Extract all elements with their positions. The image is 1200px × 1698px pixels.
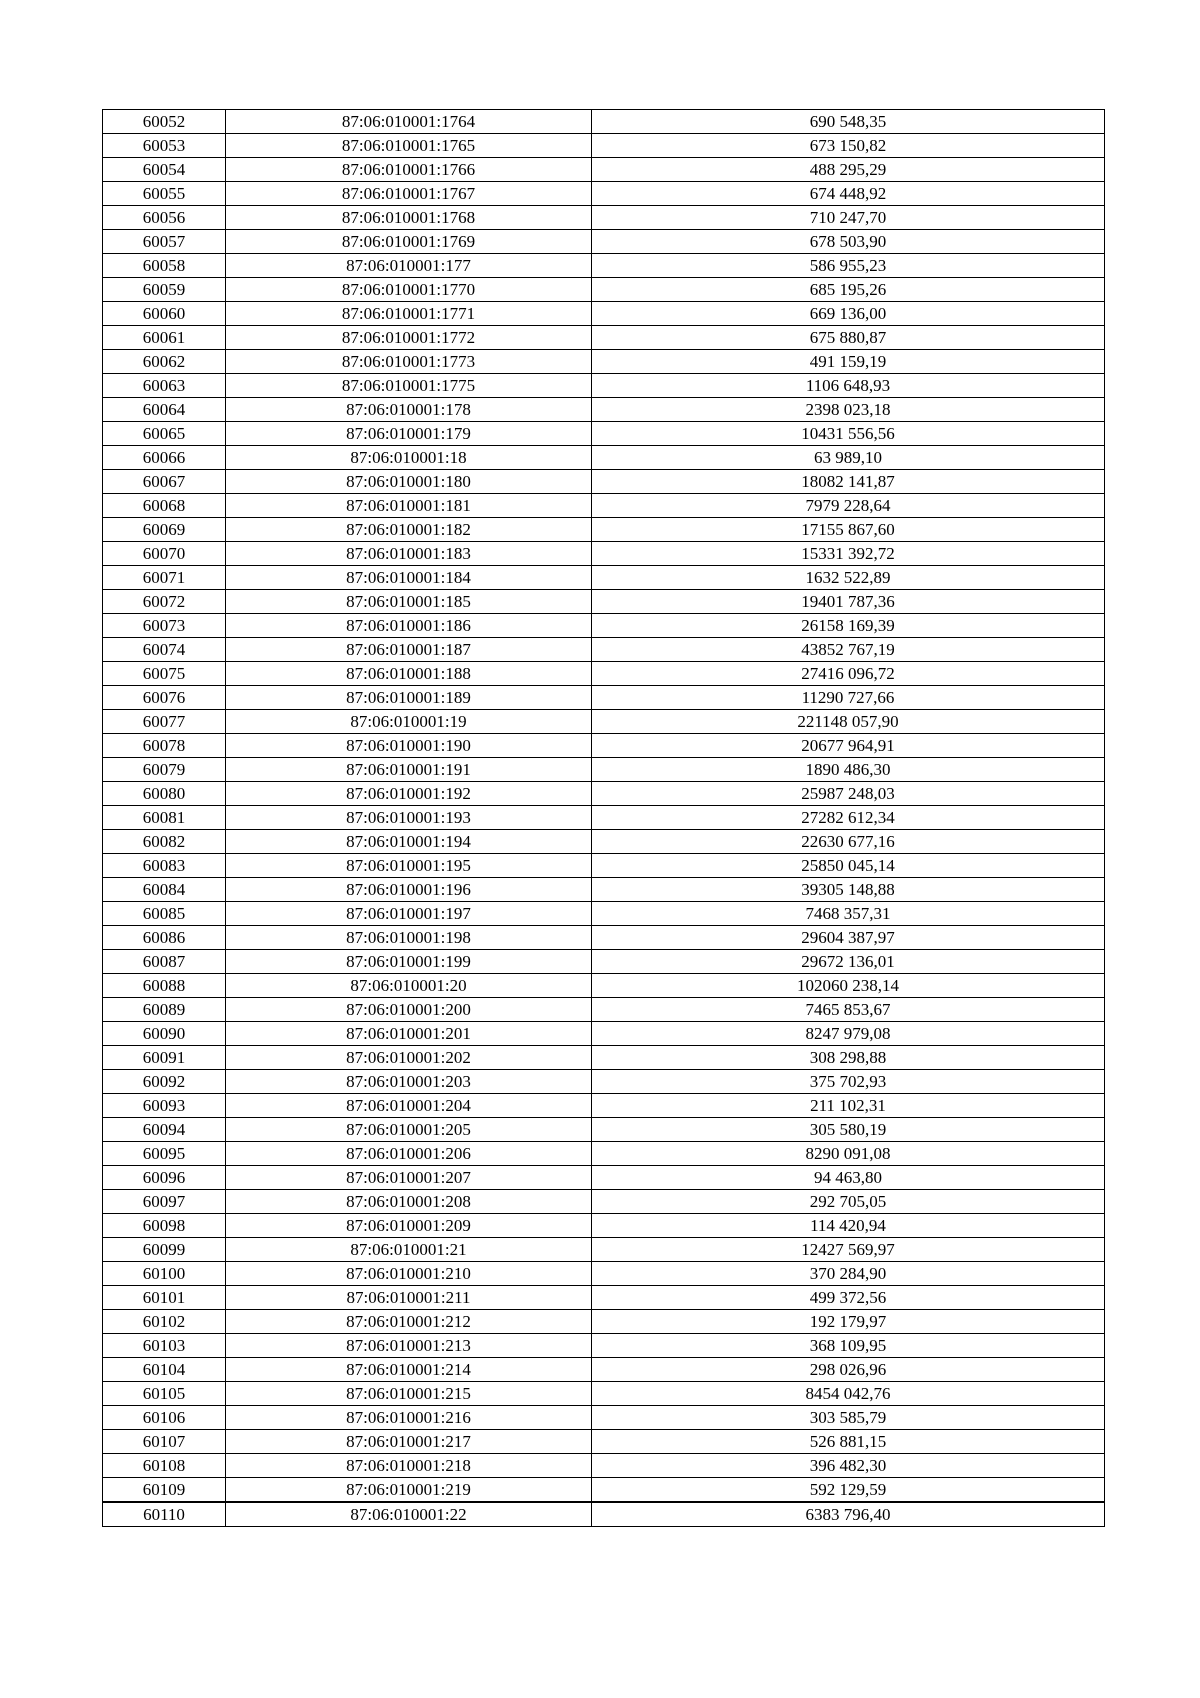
cadastral-value-cell: 94 463,80 xyxy=(592,1166,1105,1190)
cadastral-value-cell: 368 109,95 xyxy=(592,1334,1105,1358)
row-number-cell: 60093 xyxy=(103,1094,226,1118)
cadastral-value-cell: 678 503,90 xyxy=(592,230,1105,254)
table-row xyxy=(103,158,1105,182)
table-row xyxy=(103,998,1105,1022)
table-row xyxy=(103,758,1105,782)
cadastral-number-cell: 87:06:010001:207 xyxy=(226,1166,592,1190)
row-number-cell: 60087 xyxy=(103,950,226,974)
cadastral-value-cell: 303 585,79 xyxy=(592,1406,1105,1430)
row-number-cell: 60074 xyxy=(103,638,226,662)
cadastral-value-cell: 675 880,87 xyxy=(592,326,1105,350)
cadastral-value-cell: 20677 964,91 xyxy=(592,734,1105,758)
cadastral-number-cell: 87:06:010001:177 xyxy=(226,254,592,278)
cadastral-value-cell: 298 026,96 xyxy=(592,1358,1105,1382)
cadastral-value-cell: 221148 057,90 xyxy=(592,710,1105,734)
table-row xyxy=(103,470,1105,494)
cadastral-number-cell: 87:06:010001:22 xyxy=(226,1502,592,1527)
cadastral-number-cell: 87:06:010001:1766 xyxy=(226,158,592,182)
row-number-cell: 60053 xyxy=(103,134,226,158)
table-row xyxy=(103,254,1105,278)
table-row xyxy=(103,878,1105,902)
cadastral-number-cell: 87:06:010001:1770 xyxy=(226,278,592,302)
cadastral-value-cell: 27282 612,34 xyxy=(592,806,1105,830)
cadastral-number-cell: 87:06:010001:213 xyxy=(226,1334,592,1358)
row-number-cell: 60091 xyxy=(103,1046,226,1070)
cadastral-value-cell: 370 284,90 xyxy=(592,1262,1105,1286)
cadastral-value-cell: 1632 522,89 xyxy=(592,566,1105,590)
table-row xyxy=(103,230,1105,254)
cadastral-value-cell: 26158 169,39 xyxy=(592,614,1105,638)
row-number-cell: 60058 xyxy=(103,254,226,278)
row-number-cell: 60059 xyxy=(103,278,226,302)
cadastral-value-cell: 586 955,23 xyxy=(592,254,1105,278)
table-row xyxy=(103,614,1105,638)
row-number-cell: 60052 xyxy=(103,110,226,134)
cadastral-number-cell: 87:06:010001:186 xyxy=(226,614,592,638)
cadastral-value-cell: 305 580,19 xyxy=(592,1118,1105,1142)
table-row xyxy=(103,1190,1105,1214)
cadastral-value-cell: 8247 979,08 xyxy=(592,1022,1105,1046)
cadastral-number-cell: 87:06:010001:198 xyxy=(226,926,592,950)
row-number-cell: 60054 xyxy=(103,158,226,182)
cadastral-value-cell: 114 420,94 xyxy=(592,1214,1105,1238)
cadastral-value-cell: 673 150,82 xyxy=(592,134,1105,158)
cadastral-number-cell: 87:06:010001:185 xyxy=(226,590,592,614)
table-row xyxy=(103,1046,1105,1070)
row-number-cell: 60071 xyxy=(103,566,226,590)
table-row xyxy=(103,974,1105,998)
cadastral-value-cell: 8454 042,76 xyxy=(592,1382,1105,1406)
table-row xyxy=(103,1142,1105,1166)
cadastral-number-cell: 87:06:010001:189 xyxy=(226,686,592,710)
table-row xyxy=(103,1238,1105,1262)
row-number-cell: 60096 xyxy=(103,1166,226,1190)
table-row xyxy=(103,1022,1105,1046)
row-number-cell: 60095 xyxy=(103,1142,226,1166)
table-row xyxy=(103,446,1105,470)
cadastral-value-cell: 192 179,97 xyxy=(592,1310,1105,1334)
table-row xyxy=(103,518,1105,542)
table-row xyxy=(103,1502,1105,1527)
row-number-cell: 60103 xyxy=(103,1334,226,1358)
row-number-cell: 60097 xyxy=(103,1190,226,1214)
cadastral-number-cell: 87:06:010001:20 xyxy=(226,974,592,998)
table-row xyxy=(103,1070,1105,1094)
row-number-cell: 60083 xyxy=(103,854,226,878)
row-number-cell: 60098 xyxy=(103,1214,226,1238)
row-number-cell: 60110 xyxy=(103,1502,226,1527)
table-row xyxy=(103,1382,1105,1406)
cadastral-number-cell: 87:06:010001:1775 xyxy=(226,374,592,398)
cadastral-value-cell: 63 989,10 xyxy=(592,446,1105,470)
table-row xyxy=(103,110,1105,134)
row-number-cell: 60086 xyxy=(103,926,226,950)
cadastral-number-cell: 87:06:010001:184 xyxy=(226,566,592,590)
cadastral-number-cell: 87:06:010001:193 xyxy=(226,806,592,830)
cadastral-value-table xyxy=(102,109,1105,1527)
table-row xyxy=(103,1406,1105,1430)
table-row xyxy=(103,1166,1105,1190)
cadastral-number-cell: 87:06:010001:203 xyxy=(226,1070,592,1094)
row-number-cell: 60088 xyxy=(103,974,226,998)
cadastral-value-cell: 8290 091,08 xyxy=(592,1142,1105,1166)
cadastral-number-cell: 87:06:010001:19 xyxy=(226,710,592,734)
row-number-cell: 60107 xyxy=(103,1430,226,1454)
table-row xyxy=(103,398,1105,422)
row-number-cell: 60081 xyxy=(103,806,226,830)
table-row xyxy=(103,950,1105,974)
cadastral-number-cell: 87:06:010001:187 xyxy=(226,638,592,662)
cadastral-value-cell: 102060 238,14 xyxy=(592,974,1105,998)
cadastral-value-cell: 7979 228,64 xyxy=(592,494,1105,518)
row-number-cell: 60061 xyxy=(103,326,226,350)
row-number-cell: 60100 xyxy=(103,1262,226,1286)
cadastral-number-cell: 87:06:010001:1771 xyxy=(226,302,592,326)
cadastral-value-cell: 375 702,93 xyxy=(592,1070,1105,1094)
table-row xyxy=(103,782,1105,806)
table-row xyxy=(103,1118,1105,1142)
cadastral-value-cell: 491 159,19 xyxy=(592,350,1105,374)
cadastral-value-cell: 43852 767,19 xyxy=(592,638,1105,662)
row-number-cell: 60078 xyxy=(103,734,226,758)
table-row xyxy=(103,350,1105,374)
row-number-cell: 60094 xyxy=(103,1118,226,1142)
cadastral-number-cell: 87:06:010001:182 xyxy=(226,518,592,542)
table-row xyxy=(103,542,1105,566)
cadastral-value-cell: 488 295,29 xyxy=(592,158,1105,182)
table-row xyxy=(103,902,1105,926)
table-row xyxy=(103,326,1105,350)
row-number-cell: 60090 xyxy=(103,1022,226,1046)
cadastral-value-cell: 18082 141,87 xyxy=(592,470,1105,494)
table-body xyxy=(103,110,1105,1527)
cadastral-value-cell: 526 881,15 xyxy=(592,1430,1105,1454)
cadastral-number-cell: 87:06:010001:192 xyxy=(226,782,592,806)
cadastral-value-cell: 685 195,26 xyxy=(592,278,1105,302)
row-number-cell: 60076 xyxy=(103,686,226,710)
cadastral-number-cell: 87:06:010001:18 xyxy=(226,446,592,470)
cadastral-value-cell: 17155 867,60 xyxy=(592,518,1105,542)
cadastral-value-cell: 11290 727,66 xyxy=(592,686,1105,710)
row-number-cell: 60079 xyxy=(103,758,226,782)
cadastral-value-cell: 308 298,88 xyxy=(592,1046,1105,1070)
row-number-cell: 60089 xyxy=(103,998,226,1022)
cadastral-number-cell: 87:06:010001:180 xyxy=(226,470,592,494)
cadastral-number-cell: 87:06:010001:1773 xyxy=(226,350,592,374)
table-row xyxy=(103,1094,1105,1118)
cadastral-number-cell: 87:06:010001:1765 xyxy=(226,134,592,158)
cadastral-number-cell: 87:06:010001:191 xyxy=(226,758,592,782)
cadastral-number-cell: 87:06:010001:205 xyxy=(226,1118,592,1142)
cadastral-value-cell: 22630 677,16 xyxy=(592,830,1105,854)
cadastral-value-cell: 669 136,00 xyxy=(592,302,1105,326)
cadastral-value-cell: 19401 787,36 xyxy=(592,590,1105,614)
row-number-cell: 60075 xyxy=(103,662,226,686)
table-row xyxy=(103,1478,1105,1503)
cadastral-number-cell: 87:06:010001:217 xyxy=(226,1430,592,1454)
cadastral-number-cell: 87:06:010001:1767 xyxy=(226,182,592,206)
cadastral-value-cell: 396 482,30 xyxy=(592,1454,1105,1478)
row-number-cell: 60068 xyxy=(103,494,226,518)
cadastral-value-cell: 1106 648,93 xyxy=(592,374,1105,398)
cadastral-number-cell: 87:06:010001:211 xyxy=(226,1286,592,1310)
cadastral-number-cell: 87:06:010001:1768 xyxy=(226,206,592,230)
table-row xyxy=(103,278,1105,302)
row-number-cell: 60102 xyxy=(103,1310,226,1334)
cadastral-number-cell: 87:06:010001:209 xyxy=(226,1214,592,1238)
cadastral-value-cell: 15331 392,72 xyxy=(592,542,1105,566)
table-row xyxy=(103,182,1105,206)
row-number-cell: 60085 xyxy=(103,902,226,926)
row-number-cell: 60092 xyxy=(103,1070,226,1094)
cadastral-value-cell: 2398 023,18 xyxy=(592,398,1105,422)
cadastral-value-cell: 25987 248,03 xyxy=(592,782,1105,806)
table-row xyxy=(103,566,1105,590)
cadastral-value-cell: 499 372,56 xyxy=(592,1286,1105,1310)
cadastral-value-cell: 10431 556,56 xyxy=(592,422,1105,446)
cadastral-number-cell: 87:06:010001:199 xyxy=(226,950,592,974)
cadastral-number-cell: 87:06:010001:197 xyxy=(226,902,592,926)
cadastral-value-cell: 211 102,31 xyxy=(592,1094,1105,1118)
cadastral-number-cell: 87:06:010001:204 xyxy=(226,1094,592,1118)
cadastral-number-cell: 87:06:010001:201 xyxy=(226,1022,592,1046)
cadastral-value-cell: 690 548,35 xyxy=(592,110,1105,134)
cadastral-number-cell: 87:06:010001:181 xyxy=(226,494,592,518)
table-row xyxy=(103,710,1105,734)
row-number-cell: 60057 xyxy=(103,230,226,254)
cadastral-number-cell: 87:06:010001:1769 xyxy=(226,230,592,254)
table-row xyxy=(103,590,1105,614)
cadastral-number-cell: 87:06:010001:216 xyxy=(226,1406,592,1430)
row-number-cell: 60084 xyxy=(103,878,226,902)
row-number-cell: 60105 xyxy=(103,1382,226,1406)
cadastral-number-cell: 87:06:010001:196 xyxy=(226,878,592,902)
table-row xyxy=(103,374,1105,398)
row-number-cell: 60067 xyxy=(103,470,226,494)
cadastral-number-cell: 87:06:010001:200 xyxy=(226,998,592,1022)
row-number-cell: 60072 xyxy=(103,590,226,614)
row-number-cell: 60099 xyxy=(103,1238,226,1262)
row-number-cell: 60080 xyxy=(103,782,226,806)
table-row xyxy=(103,1454,1105,1478)
table-row xyxy=(103,1334,1105,1358)
row-number-cell: 60106 xyxy=(103,1406,226,1430)
cadastral-number-cell: 87:06:010001:1772 xyxy=(226,326,592,350)
row-number-cell: 60062 xyxy=(103,350,226,374)
row-number-cell: 60101 xyxy=(103,1286,226,1310)
row-number-cell: 60060 xyxy=(103,302,226,326)
table-row xyxy=(103,1430,1105,1454)
row-number-cell: 60108 xyxy=(103,1454,226,1478)
row-number-cell: 60069 xyxy=(103,518,226,542)
table-row xyxy=(103,854,1105,878)
table-row xyxy=(103,830,1105,854)
cadastral-number-cell: 87:06:010001:210 xyxy=(226,1262,592,1286)
row-number-cell: 60070 xyxy=(103,542,226,566)
cadastral-number-cell: 87:06:010001:206 xyxy=(226,1142,592,1166)
cadastral-value-cell: 27416 096,72 xyxy=(592,662,1105,686)
table-row xyxy=(103,1262,1105,1286)
cadastral-number-cell: 87:06:010001:219 xyxy=(226,1478,592,1503)
table-row xyxy=(103,734,1105,758)
row-number-cell: 60065 xyxy=(103,422,226,446)
cadastral-value-cell: 1890 486,30 xyxy=(592,758,1105,782)
row-number-cell: 60055 xyxy=(103,182,226,206)
row-number-cell: 60063 xyxy=(103,374,226,398)
cadastral-number-cell: 87:06:010001:179 xyxy=(226,422,592,446)
cadastral-number-cell: 87:06:010001:218 xyxy=(226,1454,592,1478)
row-number-cell: 60056 xyxy=(103,206,226,230)
cadastral-number-cell: 87:06:010001:190 xyxy=(226,734,592,758)
cadastral-value-cell: 39305 148,88 xyxy=(592,878,1105,902)
cadastral-value-cell: 25850 045,14 xyxy=(592,854,1105,878)
cadastral-number-cell: 87:06:010001:215 xyxy=(226,1382,592,1406)
cadastral-number-cell: 87:06:010001:183 xyxy=(226,542,592,566)
table-row xyxy=(103,926,1105,950)
cadastral-value-cell: 6383 796,40 xyxy=(592,1502,1105,1527)
cadastral-number-cell: 87:06:010001:194 xyxy=(226,830,592,854)
table-row xyxy=(103,1214,1105,1238)
cadastral-value-cell: 292 705,05 xyxy=(592,1190,1105,1214)
cadastral-number-cell: 87:06:010001:178 xyxy=(226,398,592,422)
cadastral-number-cell: 87:06:010001:1764 xyxy=(226,110,592,134)
table-row xyxy=(103,134,1105,158)
table-row xyxy=(103,1310,1105,1334)
row-number-cell: 60073 xyxy=(103,614,226,638)
cadastral-number-cell: 87:06:010001:202 xyxy=(226,1046,592,1070)
row-number-cell: 60064 xyxy=(103,398,226,422)
row-number-cell: 60077 xyxy=(103,710,226,734)
cadastral-number-cell: 87:06:010001:21 xyxy=(226,1238,592,1262)
row-number-cell: 60082 xyxy=(103,830,226,854)
cadastral-value-cell: 592 129,59 xyxy=(592,1478,1105,1503)
table-row xyxy=(103,662,1105,686)
table-row xyxy=(103,686,1105,710)
row-number-cell: 60109 xyxy=(103,1478,226,1503)
cadastral-value-cell: 7468 357,31 xyxy=(592,902,1105,926)
cadastral-value-cell: 29604 387,97 xyxy=(592,926,1105,950)
row-number-cell: 60066 xyxy=(103,446,226,470)
cadastral-number-cell: 87:06:010001:214 xyxy=(226,1358,592,1382)
table-row xyxy=(103,638,1105,662)
table-row xyxy=(103,806,1105,830)
table-row xyxy=(103,422,1105,446)
cadastral-number-cell: 87:06:010001:188 xyxy=(226,662,592,686)
cadastral-value-cell: 710 247,70 xyxy=(592,206,1105,230)
table-row xyxy=(103,206,1105,230)
cadastral-number-cell: 87:06:010001:195 xyxy=(226,854,592,878)
row-number-cell: 60104 xyxy=(103,1358,226,1382)
cadastral-number-cell: 87:06:010001:208 xyxy=(226,1190,592,1214)
table-row xyxy=(103,1358,1105,1382)
cadastral-value-cell: 674 448,92 xyxy=(592,182,1105,206)
table-row xyxy=(103,1286,1105,1310)
cadastral-number-cell: 87:06:010001:212 xyxy=(226,1310,592,1334)
cadastral-value-cell: 29672 136,01 xyxy=(592,950,1105,974)
table-row xyxy=(103,302,1105,326)
cadastral-value-cell: 12427 569,97 xyxy=(592,1238,1105,1262)
cadastral-value-cell: 7465 853,67 xyxy=(592,998,1105,1022)
table-row xyxy=(103,494,1105,518)
